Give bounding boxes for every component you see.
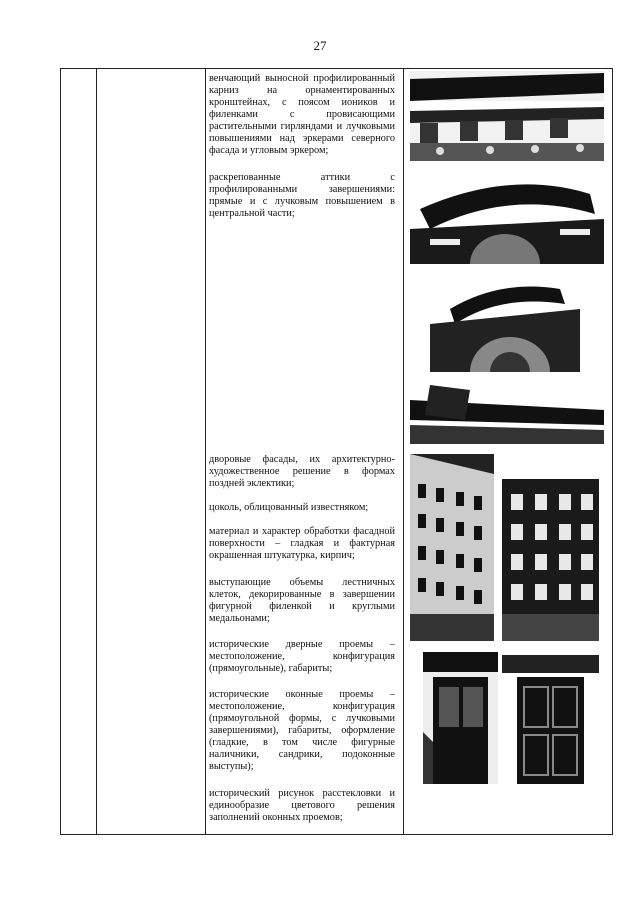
door-photo-1: [423, 652, 498, 784]
attic-description: раскрепованные аттики с профилированными завершениями: прямые и с лучковым повышением в центральной части;: [209, 172, 395, 219]
column-divider: [403, 69, 404, 834]
door-openings-description: исторические дверные проемы – местоположение, конфигурация (прямоугольные), габариты;: [209, 639, 395, 674]
protection-table: [60, 68, 613, 835]
staircase-volumes-description: выступающие объемы лестничных клеток, декорированные в завершении фигурной филенкой и круглыми медальонами;: [209, 577, 395, 624]
attic-photo-3: [410, 380, 604, 444]
page-number: 27: [313, 38, 327, 53]
column-divider: [96, 69, 97, 834]
courtyard-facade-photo-1: [410, 454, 494, 641]
attic-photo-1: [410, 169, 604, 264]
facade-surface-description: материал и характер обработки фасадной поверхности – гладкая и фактурная окрашенная штукатурка, кирпич;: [209, 526, 395, 561]
courtyard-facades-description: дворовые фасады, их архитектурно-художественное решение в формах поздней эклектики;: [209, 454, 395, 489]
window-glazing-description: исторический рисунок расстекловки и единообразие цветового решения заполнений оконных проемов;: [209, 788, 395, 823]
attic-photo-2: [430, 269, 580, 372]
courtyard-facade-photo-2: [497, 474, 604, 641]
cornice-description: венчающий выносной профилированный карниз на орнаментированных кронштейнах, с поясом иоников и филенками с провисающими растительными гирляндами и лучковыми повышениями над эркерами северного фасада и угловым эркером;: [209, 73, 395, 156]
column-divider: [205, 69, 206, 834]
plinth-description: цоколь, облицованный известняком;: [209, 502, 369, 513]
window-openings-description: исторические оконные проемы – местоположение, конфигурация (прямоугольной формы, с лучковыми завершениями), габариты, оформление (гладкие, в том числе фигурные наличники, сандрики, подоконные выступы);: [209, 689, 395, 772]
cornice-photo: [410, 71, 604, 161]
door-photo-2: [502, 655, 599, 784]
